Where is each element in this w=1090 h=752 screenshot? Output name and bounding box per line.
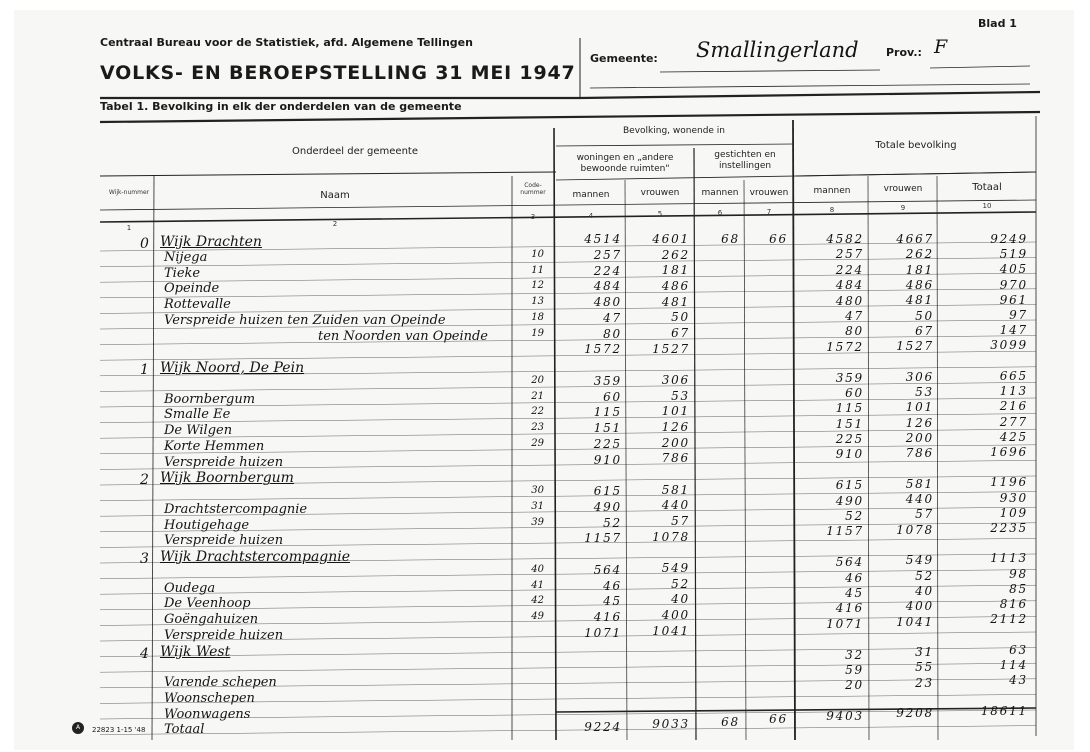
row-7-tt: 3099	[990, 338, 1028, 353]
row-2-code: 11	[531, 264, 544, 276]
row-16-wm: 615	[593, 484, 622, 498]
row-20-naam: Wijk Drachtstercompagnie	[160, 549, 351, 565]
header-vrouwen-gestichten: vrouwen	[749, 188, 789, 198]
gemeente-label: Gemeente:	[590, 52, 658, 65]
row-0-wijknummer: 0	[140, 236, 149, 252]
gemeente-value: Smallingerland	[696, 38, 859, 62]
row-17-code: 31	[531, 500, 544, 512]
row-10-code: 21	[531, 390, 544, 402]
row-4-tt: 961	[999, 292, 1028, 307]
row-8-naam: Wijk Noord, De Pein	[160, 360, 305, 376]
row-3-code: 12	[531, 280, 544, 292]
row-16-tv: 581	[905, 476, 934, 491]
row-22-tt: 98	[1009, 566, 1028, 581]
form-title: VOLKS- EN BEROEPSTELLING 31 MEI 1947	[100, 62, 576, 84]
row-12-tm: 151	[835, 416, 864, 431]
row-21-tv: 549	[905, 553, 934, 568]
row-0-tm: 4582	[826, 232, 864, 246]
row-1-tm: 257	[835, 247, 864, 262]
row-16-tt: 1196	[990, 475, 1028, 490]
row-31-tm: 9403	[826, 709, 864, 724]
row-6-code: 19	[531, 327, 544, 339]
row-21-tt: 1113	[990, 551, 1028, 566]
row-23-wm: 45	[603, 594, 622, 609]
row-23-naam: De Veenhoop	[164, 596, 251, 612]
row-2-naam: Tieke	[164, 265, 201, 281]
row-23-wv: 40	[671, 592, 690, 607]
row-9-wv: 306	[661, 372, 690, 387]
row-3-wv: 486	[661, 278, 690, 293]
row-14-tv: 786	[905, 446, 934, 461]
row-11-tm: 115	[835, 401, 864, 416]
row-9-tm: 359	[835, 370, 864, 385]
header-row-line	[100, 172, 556, 176]
row-19-tm: 1157	[826, 524, 864, 539]
row-18-code: 39	[531, 516, 544, 528]
row-15-wijknummer: 2	[140, 472, 149, 489]
row-25-wm: 1071	[584, 625, 622, 640]
row-2-tv: 181	[905, 262, 934, 277]
row-28-tm: 59	[845, 662, 864, 677]
row-29-tv: 23	[915, 675, 934, 690]
row-17-tt: 930	[999, 490, 1028, 505]
colnum-1: 1	[126, 224, 132, 232]
row-22-naam: Oudega	[164, 580, 216, 596]
row-2-wv: 181	[661, 263, 690, 278]
row-18-naam: Houtigehage	[164, 517, 250, 533]
row-6-wv: 67	[671, 325, 690, 340]
row-14-wm: 910	[593, 452, 622, 467]
row-27-tm: 32	[845, 647, 864, 662]
row-9-tv: 306	[905, 369, 934, 384]
row-10-wv: 53	[671, 388, 690, 403]
header-gestichten: gestichten en instellingen	[714, 150, 776, 171]
header-totaal: Totaal	[972, 182, 1002, 193]
row-14-tt: 1696	[990, 444, 1028, 459]
row-6-tm: 80	[845, 324, 864, 339]
row-3-wm: 484	[593, 279, 622, 294]
row-12-wm: 151	[593, 421, 622, 435]
colnum-7: 7	[766, 208, 772, 216]
header-codenummer: Code-nummer	[520, 182, 546, 196]
bevolking-line	[556, 144, 794, 146]
row-6-wm: 80	[603, 326, 622, 341]
row-4-tm: 480	[835, 293, 864, 308]
row-25-tv: 1041	[896, 614, 934, 629]
row-22-wm: 46	[603, 578, 622, 593]
row-24-tt: 816	[999, 597, 1028, 612]
row-14-wv: 786	[661, 451, 690, 466]
row-17-wv: 440	[661, 498, 690, 513]
totale-line	[796, 172, 1036, 176]
row-12-code: 23	[531, 422, 544, 433]
header-onderdeel: Onderdeel der gemeente	[291, 146, 418, 157]
row-1-wm: 257	[593, 247, 622, 262]
header-mannen-totaal: mannen	[813, 186, 851, 196]
row-7-wm: 1572	[584, 342, 622, 357]
row-10-tt: 113	[999, 384, 1028, 399]
row-28-tt: 114	[999, 657, 1028, 672]
row-29-tt: 43	[1009, 673, 1028, 688]
header-woningen: woningen en „andere bewoonde ruimten"	[576, 153, 674, 174]
row-4-tv: 481	[905, 293, 934, 308]
row-5-tm: 47	[845, 308, 864, 323]
col-line-wijk	[152, 176, 154, 740]
header-bevolking-wonende: Bevolking, wonende in	[622, 126, 726, 136]
row-31-naam: Totaal	[164, 722, 205, 738]
header-totale: Totale bevolking	[875, 140, 957, 151]
row-19-wv: 1078	[652, 529, 690, 544]
header-vrouwen-woningen: vrouwen	[640, 188, 680, 198]
row-6-tv: 67	[915, 323, 934, 338]
row-17-naam: Drachtstercompagnie	[164, 501, 308, 517]
colnum-3: 3	[530, 213, 536, 221]
row-5-wv: 50	[671, 310, 690, 325]
row-12-tv: 126	[905, 415, 934, 430]
row-27-tv: 31	[915, 645, 934, 660]
row-0-tt: 9249	[990, 232, 1028, 246]
row-1-tv: 262	[905, 247, 934, 262]
row-21-code: 40	[531, 563, 544, 575]
row-2-tm: 224	[835, 262, 864, 277]
colnum-10: 10	[982, 202, 992, 210]
row-3-tm: 484	[835, 278, 864, 293]
row-12-tt: 277	[999, 414, 1028, 429]
row-24-wv: 400	[661, 607, 690, 622]
row-0-tv: 4667	[896, 232, 934, 246]
row-10-naam: Boornbergum	[164, 391, 256, 407]
row-29-naam: Woonschepen	[164, 690, 255, 706]
gemeente-underline-2	[590, 84, 1030, 88]
row-26-wijknummer: 4	[140, 645, 149, 662]
row-17-tv: 440	[905, 492, 934, 507]
row-5-wm: 47	[603, 310, 622, 325]
row-11-code: 22	[531, 406, 544, 418]
header-vrouwen-totaal: vrouwen	[883, 184, 923, 194]
province-label: Prov.:	[886, 46, 922, 59]
row-18-tt: 109	[999, 505, 1028, 520]
header-naam: Naam	[320, 190, 350, 201]
row-13-wm: 225	[593, 436, 622, 451]
colnum-2: 2	[332, 220, 338, 228]
row-24-tm: 416	[835, 601, 864, 616]
printer-logo: A	[72, 722, 84, 734]
row-16-tm: 615	[835, 478, 864, 493]
prov-underline	[930, 66, 1030, 68]
row-3-naam: Opeinde	[164, 281, 220, 297]
row-16-code: 30	[531, 485, 544, 496]
row-4-wv: 481	[661, 294, 690, 309]
row-13-tm: 225	[835, 432, 864, 447]
row-4-naam: Rottevalle	[164, 297, 231, 312]
row-17-wm: 490	[593, 499, 622, 514]
row-9-code: 20	[531, 374, 544, 386]
row-26-naam: Wijk West	[160, 643, 231, 660]
row-18-wm: 52	[603, 515, 622, 530]
row-17-tm: 490	[835, 493, 864, 508]
header-wijknummer: Wijk-nummer	[108, 189, 150, 196]
row-12-wv: 126	[661, 419, 690, 434]
row-11-naam: Smalle Ee	[164, 407, 231, 423]
row-23-code: 42	[531, 595, 544, 607]
row-9-wm: 359	[593, 373, 622, 388]
row-25-wv: 1041	[652, 623, 690, 638]
row-25-naam: Verspreide huizen	[164, 627, 284, 643]
row-21-wv: 549	[661, 560, 690, 575]
row-24-wm: 416	[593, 610, 622, 624]
row-18-wv: 57	[671, 513, 690, 528]
row-7-wv: 1527	[652, 341, 690, 356]
row-3-tt: 970	[999, 277, 1028, 292]
row-14-naam: Verspreide huizen	[164, 454, 284, 470]
row-14-tm: 910	[835, 447, 864, 462]
row-22-code: 41	[531, 579, 544, 591]
row-27-tt: 63	[1009, 642, 1028, 657]
row-1-naam: Nijega	[164, 249, 208, 265]
row-0-naam: Wijk Drachten	[160, 234, 262, 250]
row-18-tv: 57	[915, 507, 934, 522]
row-6-tt: 147	[999, 323, 1028, 338]
row-15-naam: Wijk Boornbergum	[160, 470, 294, 487]
sheet-number: Blad 1	[978, 17, 1017, 30]
row-4-code: 13	[531, 296, 544, 307]
row-13-code: 29	[531, 437, 544, 449]
province-value: F	[934, 36, 948, 58]
row-13-naam: Korte Hemmen	[164, 438, 265, 454]
row-23-tt: 85	[1009, 581, 1028, 596]
row-31-wm: 9224	[584, 720, 622, 735]
row-24-tv: 400	[905, 599, 934, 614]
row-1-tt: 519	[999, 247, 1028, 262]
row-6-naam: ten Noorden van Opeinde	[318, 328, 489, 344]
row-9-tt: 665	[999, 368, 1028, 383]
row-25-tm: 1071	[826, 616, 864, 631]
row-13-tv: 200	[905, 430, 934, 445]
row-16-wv: 581	[661, 482, 690, 497]
header-rule-right	[580, 92, 1040, 98]
row-4-wm: 480	[593, 295, 622, 309]
row-11-tv: 101	[905, 400, 934, 415]
row-7-tm: 1572	[826, 339, 864, 354]
row-21-tm: 564	[835, 555, 864, 570]
row-29-tm: 20	[845, 678, 864, 693]
header-mannen-woningen: mannen	[572, 190, 610, 200]
row-31-gm: 68	[721, 714, 740, 729]
row-2-tt: 405	[999, 262, 1028, 277]
row-7-tv: 1527	[896, 339, 934, 354]
row-24-code: 49	[531, 611, 544, 622]
row-10-tv: 53	[915, 385, 934, 399]
row-11-tt: 216	[999, 399, 1028, 414]
row-31-wv: 9033	[652, 717, 690, 732]
row-31-tt: 18611	[980, 703, 1028, 718]
colnum-4: 4	[588, 212, 594, 220]
row-22-tv: 52	[915, 568, 934, 583]
row-13-wv: 200	[661, 435, 690, 450]
row-25-tt: 2112	[990, 612, 1028, 627]
row-19-tv: 1078	[896, 522, 934, 537]
row-3-tv: 486	[905, 277, 934, 292]
row-18-tm: 52	[845, 509, 864, 524]
colnum-8: 8	[829, 206, 835, 214]
row-23-tm: 45	[845, 585, 864, 600]
row-0-gm: 68	[721, 232, 740, 246]
office-name: Centraal Bureau voor de Statistiek, afd. Algemene Tellingen	[100, 36, 473, 49]
row-19-tt: 2235	[990, 520, 1028, 535]
row-5-code: 18	[531, 311, 544, 323]
col-line-gest	[793, 120, 795, 740]
row-23-tv: 40	[915, 583, 934, 598]
row-22-wv: 52	[671, 576, 690, 591]
row-1-wv: 262	[661, 247, 690, 262]
row-30-naam: Woonwagens	[164, 706, 251, 722]
row-19-naam: Verspreide huizen	[164, 533, 284, 549]
form-number: 22823 1-15 '48	[92, 726, 146, 734]
row-1-code: 10	[531, 248, 544, 260]
colnum-9: 9	[900, 204, 906, 212]
colnum-6: 6	[717, 209, 723, 217]
colnum-5: 5	[657, 210, 663, 218]
row-5-tt: 97	[1009, 308, 1028, 323]
table-top-rule	[100, 112, 1040, 122]
row-31-tv: 9208	[896, 706, 934, 721]
row-10-wm: 60	[603, 389, 622, 404]
gemeente-underline	[660, 70, 880, 72]
row-0-wv: 4601	[652, 232, 690, 246]
row-24-naam: Goëngahuizen	[164, 612, 259, 627]
row-10-tm: 60	[845, 385, 864, 400]
row-11-wv: 101	[661, 404, 690, 419]
row-2-wm: 224	[593, 263, 622, 278]
row-5-tv: 50	[915, 308, 934, 323]
row-8-wijknummer: 1	[140, 362, 149, 378]
row-31-gv: 66	[769, 711, 788, 726]
table-title: Tabel 1. Bevolking in elk der onderdelen van de gemeente	[100, 100, 462, 113]
col-line-gest-m	[744, 180, 746, 740]
row-21-wm: 564	[593, 562, 622, 577]
row-28-naam: Varende schepen	[164, 675, 277, 690]
row-28-tv: 55	[915, 660, 934, 675]
row-0-wm: 4514	[584, 232, 622, 246]
row-0-gv: 66	[769, 232, 788, 246]
row-11-wm: 115	[593, 405, 622, 420]
header-mannen-gestichten: mannen	[701, 188, 739, 198]
row-13-tt: 425	[999, 429, 1028, 444]
row-20-wijknummer: 3	[140, 551, 149, 567]
row-12-naam: De Wilgen	[164, 423, 233, 438]
row-22-tm: 46	[845, 570, 864, 585]
row-5-naam: Verspreide huizen ten Zuiden van Opeinde	[164, 312, 446, 328]
row-19-wm: 1157	[584, 531, 622, 546]
